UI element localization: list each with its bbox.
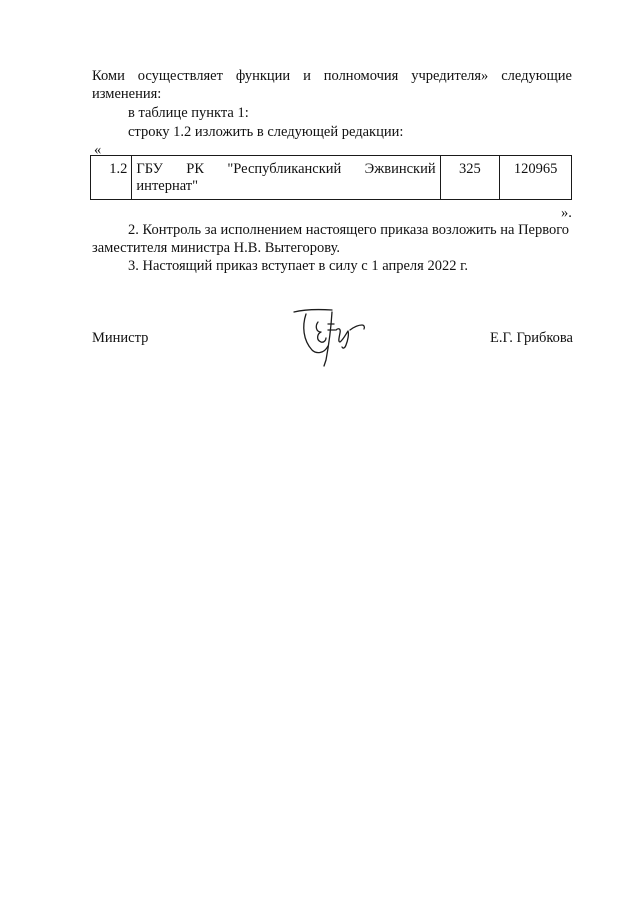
signatory-name: Е.Г. Грибкова xyxy=(490,330,573,346)
intro-word: учредителя» xyxy=(411,68,489,84)
intro-word: функции xyxy=(235,68,291,84)
intro-line-1 xyxy=(92,67,572,85)
intro-word: осуществляет xyxy=(137,68,223,84)
row-name-word: ГБУ xyxy=(136,161,163,177)
intro-word: следующие xyxy=(501,68,572,84)
point-2-line-1: 2. Контроль за исполнением настоящего приказа возложить на Первого xyxy=(128,222,570,238)
row-name-word: "Республиканский xyxy=(227,161,342,177)
intro-word: Коми xyxy=(92,68,125,84)
table-row xyxy=(91,156,572,200)
row-name-line-1 xyxy=(136,161,435,178)
row-name-word: Эжвинский xyxy=(364,161,436,177)
row-number-cell: 1.2 xyxy=(91,156,132,200)
row-reference: строку 1.2 изложить в следующей редакции: xyxy=(128,124,404,140)
row-quantity-cell: 325 xyxy=(440,156,500,200)
open-quote: « xyxy=(94,142,102,158)
handwritten-signature xyxy=(288,300,378,370)
replacement-table xyxy=(90,155,572,200)
row-name-word: РК xyxy=(186,161,205,177)
signatory-title: Министр xyxy=(92,330,149,346)
point-3: 3. Настоящий приказ вступает в силу с 1 апреля 2022 г. xyxy=(128,258,469,274)
row-name-line-2: интернат" xyxy=(136,178,199,194)
intro-word: и xyxy=(303,68,311,84)
close-quote: ». xyxy=(561,205,572,221)
row-name-cell xyxy=(132,156,440,200)
table-reference: в таблице пункта 1: xyxy=(128,105,249,121)
intro-word: полномочия xyxy=(323,68,399,84)
row-amount-cell: 120965 xyxy=(500,156,572,200)
intro-line-2: изменения: xyxy=(92,86,162,102)
point-2-line-2: заместителя министра Н.В. Вытегорову. xyxy=(92,240,341,256)
